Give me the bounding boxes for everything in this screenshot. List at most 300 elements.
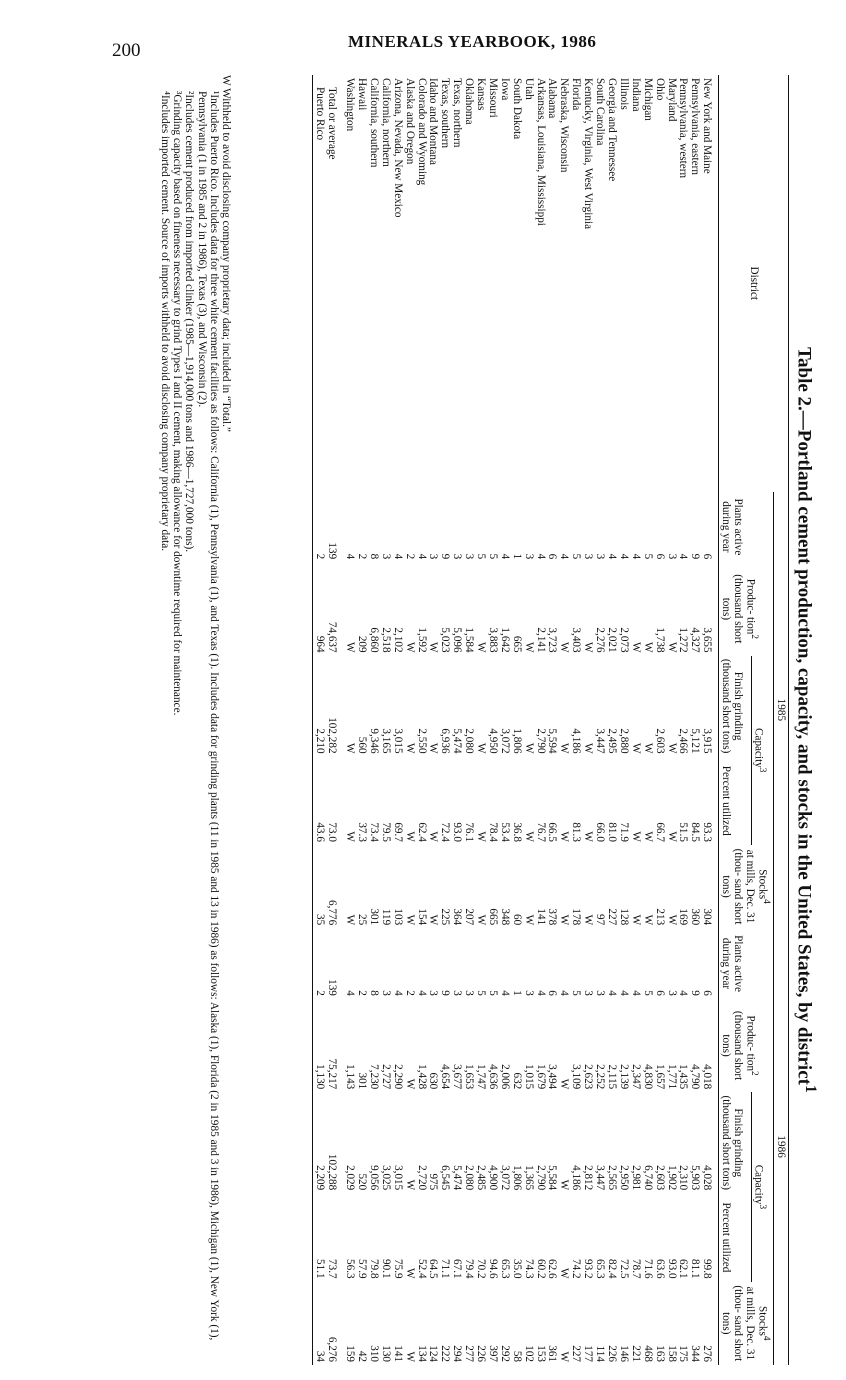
value-cell: 1,747	[475, 1064, 488, 1090]
value-cell: 74.3	[522, 1259, 535, 1279]
header-production-label: Produc- tion	[744, 578, 757, 635]
district-cell: Washington	[344, 78, 357, 132]
totals-row	[325, 75, 337, 1365]
table-row	[343, 75, 355, 1365]
table-row	[498, 75, 510, 1365]
value-cell: 9	[689, 553, 702, 560]
value-cell: 52.4	[415, 1259, 428, 1279]
value-cell: W	[522, 743, 535, 754]
value-cell: 177	[582, 1345, 595, 1362]
value-cell: 93.3	[701, 822, 714, 842]
value-cell: 361	[546, 1345, 559, 1362]
value-cell: W	[522, 914, 535, 926]
value-cell: W	[641, 642, 654, 653]
value-cell: W	[403, 743, 416, 754]
value-cell: 5,121	[689, 728, 702, 754]
value-cell: 3,015	[391, 1165, 404, 1191]
value-cell: W	[427, 914, 440, 926]
value-cell: 4,327	[689, 627, 702, 653]
value-cell: W	[629, 743, 642, 754]
table-row	[653, 75, 665, 1365]
table-row	[546, 75, 558, 1365]
value-cell: 51.1	[314, 1259, 327, 1279]
value-cell: 63.6	[653, 1259, 666, 1279]
value-cell: 74,637	[326, 621, 339, 653]
header-capacity-note: 3	[757, 767, 768, 773]
value-cell: 6	[653, 553, 666, 560]
table-row	[688, 75, 700, 1365]
cement-table	[312, 75, 789, 1365]
value-cell: W	[522, 831, 535, 842]
table-row	[629, 75, 641, 1365]
value-cell: 2,981	[629, 1165, 642, 1191]
value-cell: 81.1	[689, 1259, 702, 1279]
header-stocks-label: Stocks	[756, 869, 769, 900]
value-cell: 36.8	[510, 822, 523, 842]
value-cell: 2,210	[314, 728, 327, 754]
value-cell: 4,654	[439, 1064, 452, 1090]
header-production-label: Produc- tion	[744, 1015, 757, 1072]
value-cell: 2,252	[594, 1064, 607, 1090]
value-cell: 2,720	[415, 1165, 428, 1191]
value-cell: 4	[391, 990, 404, 996]
value-cell: 139	[326, 542, 339, 560]
table-row	[522, 75, 534, 1365]
value-cell: 560	[355, 736, 368, 754]
value-cell: 57.9	[355, 1259, 368, 1279]
value-cell: W	[582, 743, 595, 754]
footnote: ¹Includes Puerto Rico. Includes data for three white cement facilities as follows: California (1), Pennsylvania (1), and Texas (1). Includes data for grinding plants (11 in 1985 and 13 in 1986) as follows: Alaska (1), Florida (2 in 1985 and 3 in 1986), Michigan (1), New York (1), Pennsylvania (1 in 1985 and 2 in 1986), Texas (3), and Wisconsin (2).	[195, 91, 220, 1341]
value-cell: 65.3	[498, 1259, 511, 1279]
value-cell: 73.7	[326, 1259, 339, 1279]
value-cell: 82.4	[606, 1259, 619, 1279]
footnote: ²Includes cement produced from imported clinker (1985—1,914,000 tons and 1986—1,727,000 tons).	[183, 91, 196, 553]
value-cell: 60	[510, 914, 523, 926]
value-cell: 4	[677, 990, 690, 996]
table-row	[427, 75, 439, 1365]
header-finish-grinding-1986: Finish grinding (thousand short tons)	[720, 1095, 745, 1190]
value-cell: 2,603	[653, 728, 666, 754]
value-cell: 6	[701, 553, 714, 560]
value-cell: 1,584	[463, 627, 476, 653]
district-cell: Arkansas, Louisiana, Mississippi	[534, 78, 547, 226]
value-cell: 81.3	[570, 822, 583, 842]
value-cell: 73.0	[326, 822, 339, 842]
value-cell: 397	[486, 1345, 499, 1362]
table-row	[403, 75, 415, 1365]
value-cell: 2,029	[344, 1165, 357, 1191]
value-cell: 3,109	[570, 1064, 583, 1090]
value-cell: 4,790	[689, 1064, 702, 1090]
value-cell: 1,902	[665, 1165, 678, 1191]
value-cell: 5,474	[451, 728, 464, 754]
value-cell: 2,518	[379, 627, 392, 653]
value-cell: 2	[355, 553, 368, 560]
value-cell: 35	[314, 914, 327, 926]
value-cell: W	[582, 831, 595, 842]
value-cell: 4,018	[701, 1064, 714, 1090]
value-cell: 2,727	[379, 1064, 392, 1090]
value-cell: 64.5	[427, 1259, 440, 1279]
value-cell: 221	[629, 1345, 642, 1362]
value-cell: 2,139	[617, 1064, 630, 1090]
value-cell: 665	[486, 908, 499, 926]
value-cell: 226	[606, 1345, 619, 1362]
value-cell: 4	[498, 553, 511, 560]
district-cell: Florida	[570, 78, 583, 111]
value-cell: 9	[689, 990, 702, 996]
footnote: W Withheld to avoid disclosing company proprietary data; included in “Total.”	[220, 75, 232, 432]
district-cell: Missouri	[486, 78, 499, 118]
value-cell: 4	[498, 990, 511, 996]
district-cell: California, southern	[367, 78, 380, 168]
value-cell: 43.6	[314, 822, 327, 842]
value-cell: 2,209	[314, 1165, 327, 1191]
value-cell: 4,636	[486, 1064, 499, 1090]
table-title-text: Table 2.—Portland cement production, capacity, and stocks in the United States, by district	[793, 347, 815, 1085]
table-row	[557, 75, 569, 1365]
value-cell: W	[558, 1268, 571, 1279]
value-cell: 128	[617, 908, 630, 926]
value-cell: 153	[534, 1345, 547, 1362]
value-cell: 2,880	[617, 728, 630, 754]
district-cell: Puerto Rico	[314, 87, 327, 141]
value-cell: 53.4	[498, 822, 511, 842]
value-cell: 1	[510, 990, 523, 996]
value-cell: 9,346	[367, 728, 380, 754]
value-cell: 360	[689, 908, 702, 926]
value-cell: 222	[439, 1345, 452, 1362]
value-cell: 141	[534, 908, 547, 926]
value-cell: 75,217	[326, 1058, 339, 1090]
value-cell: 3,915	[701, 728, 714, 754]
value-cell: 2	[314, 553, 327, 560]
value-cell: 102	[522, 1345, 535, 1362]
value-cell: 66.7	[653, 822, 666, 842]
district-cell: Texas, southern	[439, 78, 452, 149]
value-cell: 5	[570, 990, 583, 996]
value-cell: 102,282	[326, 717, 339, 754]
value-cell: 102,288	[326, 1153, 339, 1191]
value-cell: 3	[582, 990, 595, 996]
value-cell: 1,428	[415, 1064, 428, 1090]
value-cell: 4	[617, 553, 630, 560]
value-cell: 3	[594, 990, 607, 996]
value-cell: 276	[701, 1345, 714, 1362]
table-totals	[312, 75, 343, 1365]
value-cell: 344	[689, 1345, 702, 1362]
value-cell: 72.5	[617, 1259, 630, 1279]
value-cell: 6	[653, 990, 666, 996]
header-stocks-1985	[719, 845, 774, 928]
value-cell: 6,776	[326, 900, 339, 926]
value-cell: 97	[594, 914, 607, 926]
value-cell: 5,474	[451, 1165, 464, 1191]
value-cell: W	[558, 642, 571, 653]
district-cell: Alabama	[546, 78, 559, 119]
district-cell: Utah	[522, 78, 535, 100]
value-cell: 310	[367, 1345, 380, 1362]
value-cell: W	[475, 642, 488, 653]
value-cell: 4,900	[486, 1165, 499, 1191]
value-cell: 62.1	[677, 1259, 690, 1279]
value-cell: 4	[606, 553, 619, 560]
value-cell: 4	[558, 553, 571, 560]
value-cell: 3,723	[546, 627, 559, 653]
table-row	[593, 75, 605, 1365]
value-cell: 2,950	[617, 1165, 630, 1191]
district-cell: Pennsylvania, eastern	[689, 78, 702, 175]
value-cell: 3,072	[498, 1165, 511, 1191]
value-cell: 1,642	[498, 627, 511, 653]
value-cell: 66.0	[594, 822, 607, 842]
value-cell: 6,860	[367, 627, 380, 653]
value-cell: 6,545	[439, 1165, 452, 1191]
header-stocks-note: 4	[761, 1335, 771, 1341]
value-cell: 1,015	[522, 1064, 535, 1090]
district-cell: New York and Maine	[701, 78, 714, 174]
value-cell: 6,936	[439, 728, 452, 754]
value-cell: 4,950	[486, 728, 499, 754]
district-cell: California, northern	[379, 78, 392, 167]
value-cell: 3	[665, 553, 678, 560]
value-cell: 1,365	[522, 1165, 535, 1191]
value-cell: 3	[379, 990, 392, 996]
value-cell: 66.5	[546, 822, 559, 842]
value-cell: 304	[701, 908, 714, 926]
value-cell: 154	[415, 908, 428, 926]
value-cell: 4,186	[570, 1165, 583, 1191]
value-cell: 71.6	[641, 1259, 654, 1279]
value-cell: 301	[367, 908, 380, 926]
value-cell: 62.6	[546, 1259, 559, 1279]
value-cell: 5	[486, 553, 499, 560]
table-body	[343, 75, 712, 1365]
table-row	[355, 75, 367, 1365]
value-cell: 81.0	[606, 822, 619, 842]
header-district: District	[719, 75, 789, 492]
value-cell: 630	[427, 1072, 440, 1090]
value-cell: 178	[570, 908, 583, 926]
value-cell: 4	[344, 553, 357, 560]
value-cell: 4	[415, 553, 428, 560]
value-cell: 2,623	[582, 1064, 595, 1090]
value-cell: 3	[427, 990, 440, 996]
district-cell: Nebraska, Wisconsin	[558, 78, 571, 173]
district-cell: South Carolina	[594, 78, 607, 146]
value-cell: W	[475, 743, 488, 754]
header-production-1986	[719, 999, 774, 1092]
value-cell: 964	[314, 635, 327, 653]
value-cell: 72.4	[439, 822, 452, 842]
value-cell: 5	[570, 553, 583, 560]
value-cell: 5,594	[546, 728, 559, 754]
value-cell: W	[475, 914, 488, 926]
value-cell: 3,015	[391, 728, 404, 754]
value-cell: W	[403, 642, 416, 653]
table-row	[486, 75, 498, 1365]
table-title	[793, 75, 819, 1365]
district-cell: Total or average	[326, 87, 339, 160]
table-row	[379, 75, 391, 1365]
value-cell: 2,790	[534, 728, 547, 754]
district-cell: Michigan	[641, 78, 654, 121]
table-row	[462, 75, 474, 1365]
value-cell: 2,021	[606, 627, 619, 653]
value-cell: W	[665, 914, 678, 926]
district-cell: Maryland	[665, 78, 678, 122]
value-cell: W	[629, 642, 642, 653]
value-cell: 6	[546, 990, 559, 996]
district-cell: Indiana	[629, 78, 642, 112]
district-cell: Alaska and Oregon	[403, 78, 416, 165]
district-cell: Pennsylvania, western	[677, 78, 690, 179]
header-production-note: 2	[749, 634, 759, 640]
value-cell: 1,143	[344, 1064, 357, 1090]
table-row	[641, 75, 653, 1365]
value-cell: 3	[427, 553, 440, 560]
value-cell: W	[522, 642, 535, 653]
value-cell: 4	[606, 990, 619, 996]
header-plants-1985: Plants active during year	[720, 498, 745, 556]
value-cell: 6,276	[326, 1336, 339, 1362]
value-cell: 2,141	[534, 627, 547, 653]
value-cell: 2,550	[415, 728, 428, 754]
table-row	[665, 75, 677, 1365]
header-production-units: (thousand short tons)	[720, 1010, 745, 1081]
value-cell: 3,447	[594, 1165, 607, 1191]
value-cell: 6	[701, 990, 714, 996]
value-cell: 1,806	[510, 728, 523, 754]
value-cell: 5	[475, 990, 488, 996]
value-cell: 78.4	[486, 822, 499, 842]
value-cell: 75.9	[391, 1259, 404, 1279]
table-row	[415, 75, 427, 1365]
value-cell: 3,165	[379, 728, 392, 754]
value-cell: W	[558, 1078, 571, 1090]
value-cell: 71.9	[617, 822, 630, 842]
header-percent-utilized-1985: Percent utilized	[720, 765, 733, 836]
value-cell: 60.2	[534, 1259, 547, 1279]
value-cell: 141	[391, 1345, 404, 1362]
value-cell: 3,883	[486, 627, 499, 653]
value-cell: 4	[629, 990, 642, 996]
value-cell: W	[558, 1351, 571, 1362]
value-cell: W	[629, 914, 642, 926]
value-cell: 2,565	[606, 1165, 619, 1191]
value-cell: 79.5	[379, 822, 392, 842]
value-cell: W	[403, 914, 416, 926]
totals-row	[313, 75, 325, 1365]
value-cell: 3,403	[570, 627, 583, 653]
value-cell: W	[403, 1179, 416, 1191]
table-row	[581, 75, 593, 1365]
value-cell: 163	[653, 1345, 666, 1362]
running-head: MINERALS YEARBOOK, 1986	[348, 32, 597, 51]
district-cell: Texas, northern	[451, 78, 464, 148]
header-capacity-label: Capacity	[752, 1164, 765, 1205]
value-cell: 175	[677, 1345, 690, 1362]
value-cell: 94.6	[486, 1259, 499, 1279]
value-cell: 2,603	[653, 1165, 666, 1191]
value-cell: 226	[475, 1345, 488, 1362]
value-cell: 2,276	[594, 627, 607, 653]
value-cell: 3	[522, 553, 535, 560]
value-cell: W	[403, 1078, 416, 1090]
value-cell: 6,740	[641, 1165, 654, 1191]
value-cell: W	[344, 831, 357, 842]
value-cell: 2,485	[475, 1165, 488, 1191]
value-cell: 1,272	[677, 627, 690, 653]
table-row	[510, 75, 522, 1365]
table-row	[391, 75, 403, 1365]
value-cell: 93.2	[582, 1259, 595, 1279]
value-cell: 79.8	[367, 1259, 380, 1279]
value-cell: 364	[451, 908, 464, 926]
value-cell: 70.2	[475, 1259, 488, 1279]
value-cell: 5	[486, 990, 499, 996]
value-cell: W	[558, 743, 571, 754]
header-production-units: (thousand short tons)	[720, 574, 745, 644]
value-cell: W	[629, 831, 642, 842]
value-cell: 93.0	[451, 822, 464, 842]
value-cell: 5	[641, 990, 654, 996]
value-cell: 468	[641, 1345, 654, 1362]
value-cell: 3,025	[379, 1165, 392, 1191]
value-cell: 292	[498, 1345, 511, 1362]
header-stocks-units: at mills, Dec. 31 (thou- sand short tons)	[720, 848, 757, 925]
value-cell: 2,812	[582, 1165, 595, 1191]
value-cell: 2,080	[463, 1165, 476, 1191]
value-cell: 159	[344, 1345, 357, 1362]
table-row	[367, 75, 379, 1365]
value-cell: 213	[653, 908, 666, 926]
value-cell: 2,790	[534, 1165, 547, 1191]
value-cell: 169	[677, 908, 690, 926]
value-cell: 4	[558, 990, 571, 996]
value-cell: 2	[314, 990, 327, 996]
value-cell: 2,466	[677, 728, 690, 754]
value-cell: W	[558, 914, 571, 926]
table-row	[605, 75, 617, 1365]
value-cell: 1	[510, 553, 523, 560]
value-cell: 1,679	[534, 1064, 547, 1090]
value-cell: 42	[355, 1350, 368, 1362]
value-cell: 130	[379, 1345, 392, 1362]
value-cell: W	[427, 743, 440, 754]
value-cell: 294	[451, 1345, 464, 1362]
value-cell: 2,310	[677, 1165, 690, 1191]
value-cell: 139	[326, 979, 339, 996]
value-cell: 975	[427, 1173, 440, 1191]
value-cell: 3	[463, 990, 476, 996]
value-cell: 5,903	[689, 1165, 702, 1191]
header-finish-grinding-1985: Finish grinding (thousand short tons)	[720, 658, 745, 754]
value-cell: W	[558, 831, 571, 842]
table-row	[569, 75, 581, 1365]
value-cell: 2,073	[617, 627, 630, 653]
value-cell: 4,028	[701, 1165, 714, 1191]
value-cell: 79.4	[463, 1259, 476, 1279]
value-cell: W	[665, 831, 678, 842]
value-cell: 37.3	[355, 822, 368, 842]
value-cell: 348	[498, 908, 511, 926]
value-cell: 3	[582, 553, 595, 560]
value-cell: 209	[355, 635, 368, 653]
value-cell: 2,115	[606, 1064, 619, 1090]
value-cell: 378	[546, 908, 559, 926]
value-cell: 665	[510, 635, 523, 653]
